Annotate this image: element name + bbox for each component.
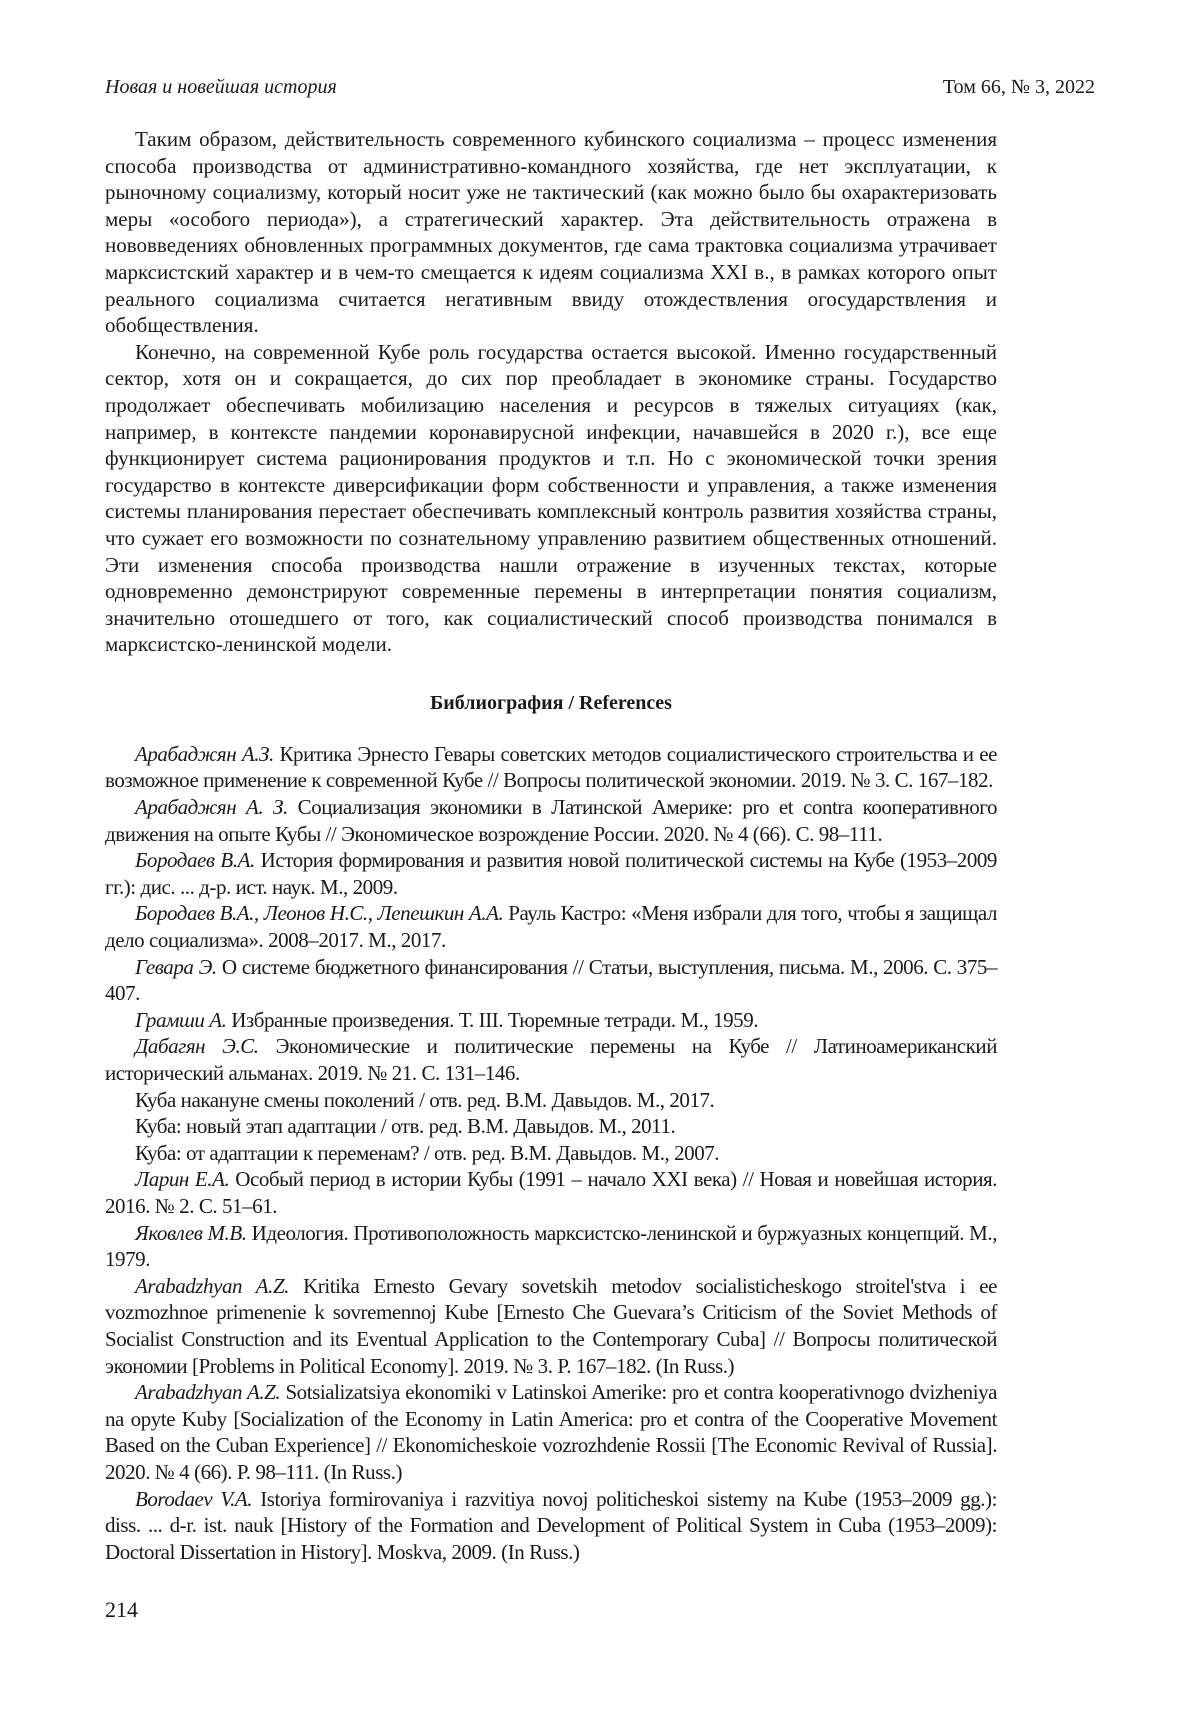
reference-text: Идеология. Противоположность марксистско-ленинской и буржуазных концепций. М., 1979. bbox=[105, 1221, 997, 1272]
reference-text: Критика Эрнесто Гевары советских методов социалистического строительства и ее возможное применение к современной Кубе // Вопросы политической экономии. 2019. № 3. С. 167–182. bbox=[105, 742, 997, 793]
reference-item bbox=[105, 1113, 997, 1140]
reference-item bbox=[105, 741, 997, 794]
reference-text: О системе бюджетного финансирования // Статьи, выступления, письма. М., 2006. С. 375–407. bbox=[105, 955, 997, 1006]
reference-item bbox=[105, 900, 997, 953]
reference-text: Экономические и политические перемены на Кубе // Латиноамериканский исторический альманах. 2019. № 21. С. 131–146. bbox=[105, 1034, 997, 1085]
reference-author: Бородаев В.А., Леонов Н.С., Лепешкин А.А. bbox=[135, 901, 503, 925]
reference-item bbox=[105, 1140, 997, 1167]
reference-item bbox=[105, 1486, 997, 1566]
reference-text: Социализация экономики в Латинской Америке: pro et contra кооперативного движения на опыте Кубы // Экономическое возрождение России. 2020. № 4 (66). С. 98–111. bbox=[105, 795, 997, 846]
reference-author: Дабагян Э.С. bbox=[135, 1034, 259, 1058]
reference-author: Ларин Е.А. bbox=[135, 1167, 229, 1191]
body-paragraph: Таким образом, действительность современного кубинского социализма – процесс изменения способа производства от административно-командного хозяйства, где нет эксплуатации, к рыночному социализму, который носит уже не тактический (как можно было бы охарактеризовать меры «особого периода»), а стратегический характер. Эта действительность отражена в нововведениях обновленных программных документов, где сама трактовка социализма утрачивает марксистский характер и в чем-то смещается к идеям социализма XXI в., в рамках которого опыт реального социализма считается негативным ввиду отождествления огосударствления и обобществления. bbox=[105, 126, 997, 339]
bibliography-heading: Библиография / References bbox=[105, 692, 997, 715]
reference-text: Куба накануне смены поколений / отв. ред. В.М. Давыдов. М., 2017. bbox=[135, 1088, 714, 1112]
body-paragraph: Конечно, на современной Кубе роль государства остается высокой. Именно государственный сектор, хотя он и сокращается, до сих пор преобладает в экономике страны. Государство продолжает обеспечивать мобилизацию населения и ресурсов в тяжелых ситуациях (как, например, в контексте пандемии коронавирусной инфекции, начавшейся в 2020 г.), все еще функционирует система рационирования продуктов и т.п. Но с экономической точки зрения государство в контексте диверсификации форм собственности и управления, а также изменения системы планирования перестает обеспечивать комплексный контроль развития хозяйства страны, что сужает его возможности по сознательному управлению развитием общественных отношений. Эти изменения способа производства нашли отражение в изученных текстах, которые одновременно демонстрируют современные перемены в интерпретации понятия социализм, значительно отошедшего от того, как социалистический способ производства понимался в марксистско-ленинской модели. bbox=[105, 339, 997, 658]
reference-item bbox=[105, 1087, 997, 1114]
journal-title: Новая и новейшая история bbox=[105, 76, 337, 99]
reference-author: Arabadzhyan A.Z. bbox=[135, 1274, 289, 1298]
reference-author: Гевара Э. bbox=[135, 955, 217, 979]
reference-author: Яковлев М.В. bbox=[135, 1221, 247, 1245]
reference-item bbox=[105, 1007, 997, 1034]
reference-text: Kritika Ernesto Gevary sovetskih metodov socialisticheskogo stroitel'stva i ee vozmozhnoe primenenie k sovremennoj Kube [Ernesto Che Guevara’s Criticism of the Soviet Methods of Socialist Construction and its Eventual Application to the Contemporary Cuba] // Вопросы политической экономии [Problems in Political Economy]. 2019. № 3. P. 167–182. (In Russ.) bbox=[105, 1274, 997, 1378]
page-number: 214 bbox=[105, 1597, 138, 1623]
reference-item bbox=[105, 1220, 997, 1273]
reference-text: Рауль Кастро: «Меня избрали для того, чтобы я защищал дело социализма». 2008–2017. М., 2017. bbox=[105, 901, 997, 952]
reference-item bbox=[105, 794, 997, 847]
reference-item bbox=[105, 1166, 997, 1219]
reference-author: Borodaev V.A. bbox=[135, 1487, 252, 1511]
reference-text: Istoriya formirovaniya i razvitiya novoj politicheskoi sistemy na Kube (1953–2009 gg.): diss. ... d-r. ist. nauk [History of the Formation and Development of Political System in Cuba (1953–2009): Doctoral Dissertation in History]. Moskva, 2009. (In Russ.) bbox=[105, 1487, 997, 1564]
reference-author: Грамши А. bbox=[135, 1008, 226, 1032]
reference-item bbox=[105, 1033, 997, 1086]
reference-author: Бородаев В.А. bbox=[135, 848, 255, 872]
reference-text: Избранные произведения. Т. III. Тюремные тетради. М., 1959. bbox=[226, 1008, 758, 1032]
reference-text: История формирования и развития новой политической системы на Кубе (1953–2009 гг.): дис. ... д-р. ист. наук. М., 2009. bbox=[105, 848, 997, 899]
reference-item bbox=[105, 954, 997, 1007]
reference-list bbox=[105, 741, 997, 1565]
reference-text: Sotsializatsiya ekonomiki v Latinskoi Amerike: pro et contra kooperativnogo dvizheniya na opyte Kuby [Socialization of the Economy in Latin America: pro et contra of the Cooperative Movement Based on the Cuban Experience] // Ekonomicheskoie vozrozhdenie Rossii [The Economic Revival of Russia]. 2020. № 4 (66). P. 98–111. (In Russ.) bbox=[105, 1380, 997, 1484]
reference-text: Особый период в истории Кубы (1991 – начало XXI века) // Новая и новейшая история. 2016. № 2. С. 51–61. bbox=[105, 1167, 997, 1218]
reference-author: Arabadzhyan A.Z. bbox=[135, 1380, 280, 1404]
reference-item bbox=[105, 1379, 997, 1485]
running-header bbox=[105, 76, 1095, 99]
reference-text: Куба: новый этап адаптации / отв. ред. В.М. Давыдов. М., 2011. bbox=[135, 1114, 675, 1138]
reference-item bbox=[105, 1273, 997, 1379]
reference-author: Арабаджян А.З. bbox=[135, 742, 274, 766]
reference-text: Куба: от адаптации к переменам? / отв. ред. В.М. Давыдов. М., 2007. bbox=[135, 1141, 719, 1165]
article-body bbox=[105, 126, 997, 1565]
reference-author: Арабаджян А. З. bbox=[135, 795, 288, 819]
issue-info: Том 66, № 3, 2022 bbox=[943, 76, 1095, 99]
reference-item bbox=[105, 847, 997, 900]
